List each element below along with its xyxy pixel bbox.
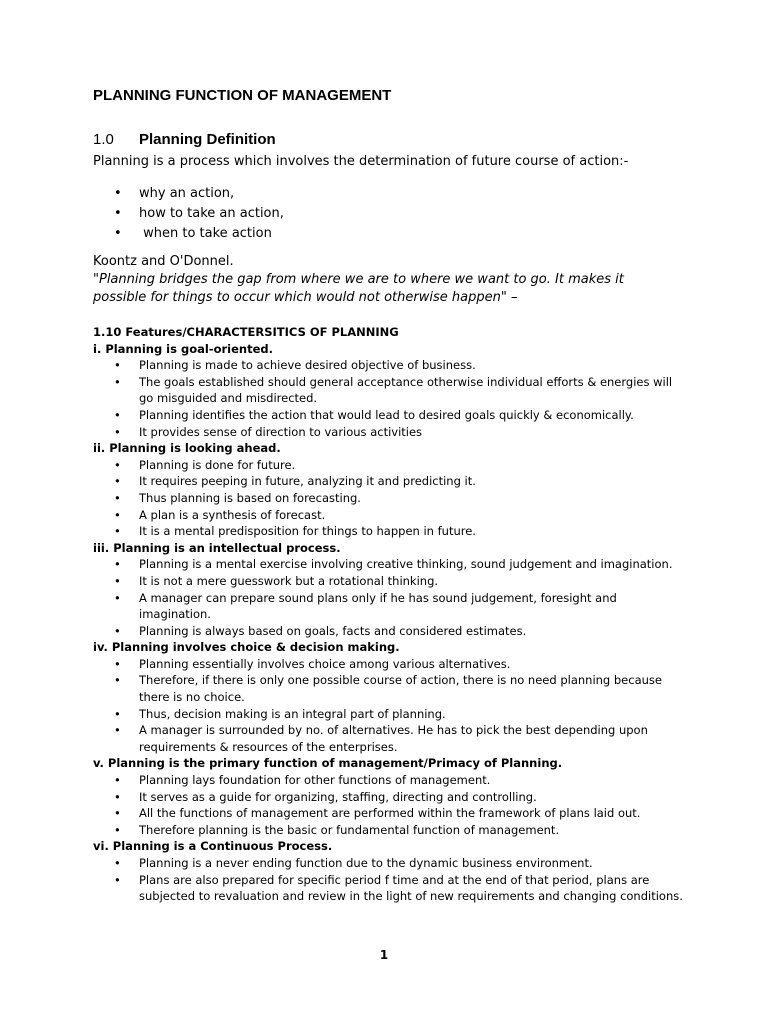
feature-point: • Plans are also prepared for specific period f time and at the end of that period, plans are subjected to revaluation and review in the light of new requirements and changing conditions. — [93, 872, 683, 905]
feature-heading: ii. Planning is looking ahead. — [93, 441, 281, 456]
features-heading: 1.10 Features/CHARACTERSITICS OF PLANNING — [93, 325, 399, 339]
feature-heading: i. Planning is goal-oriented. — [93, 341, 273, 356]
feature-heading: v. Planning is the primary function of management/Primacy of Planning. — [93, 756, 563, 771]
feature-point: • A plan is a synthesis of forecast. — [93, 507, 683, 524]
definition-bullet: • how to take an action, — [93, 204, 284, 224]
feature-point-list — [93, 556, 683, 639]
feature-point: • Planning is a never ending function due to the dynamic business environment. — [93, 855, 683, 872]
feature-point: • A manager can prepare sound plans only if he has sound judgement, foresight and imagination. — [93, 590, 683, 623]
feature-point-list — [93, 457, 683, 540]
feature-point: • Planning is made to achieve desired objective of business. — [93, 357, 683, 374]
quote-text: "Planning bridges the gap from where we are to where we want to go. It makes it possible for things to occur which would not otherwise happen" – — [93, 272, 624, 305]
feature-point: • Planning is always based on goals, facts and considered estimates. — [93, 623, 683, 640]
quote-author: Koontz and O'Donnel. — [93, 254, 234, 269]
feature-point: • Thus, decision making is an integral part of planning. — [93, 706, 683, 723]
definition-bullet: • why an action, — [93, 184, 284, 204]
feature-point: • The goals established should general acceptance otherwise individual efforts & energies will go misguided and misdirected. — [93, 374, 683, 407]
section-number: 1.0 — [93, 131, 114, 148]
feature-point: • All the functions of management are performed within the framework of plans laid out. — [93, 805, 683, 822]
feature-point-list — [93, 357, 683, 440]
feature-point: • It is not a mere guesswork but a rotational thinking. — [93, 573, 683, 590]
page-number: 1 — [379, 948, 389, 962]
definition-intro: Planning is a process which involves the determination of future course of action:- — [93, 154, 629, 169]
feature-point: • It provides sense of direction to various activities — [93, 424, 683, 441]
feature-point: • It serves as a guide for organizing, staffing, directing and controlling. — [93, 789, 683, 806]
definition-bullet-list — [93, 184, 284, 244]
feature-point: • Planning is a mental exercise involving creative thinking, sound judgement and imagination. — [93, 556, 683, 573]
document-title: PLANNING FUNCTION OF MANAGEMENT — [93, 87, 392, 104]
feature-heading: vi. Planning is a Continuous Process. — [93, 839, 333, 854]
feature-heading: iv. Planning involves choice & decision making. — [93, 640, 400, 655]
features-section — [93, 324, 683, 905]
section-heading — [93, 123, 276, 151]
feature-point-list — [93, 656, 683, 756]
feature-point: • Planning essentially involves choice among various alternatives. — [93, 656, 683, 673]
feature-point: • It requires peeping in future, analyzing it and predicting it. — [93, 473, 683, 490]
definition-bullet: • when to take action — [93, 224, 284, 244]
feature-heading: iii. Planning is an intellectual process. — [93, 540, 341, 555]
feature-point: • Thus planning is based on forecasting. — [93, 490, 683, 507]
feature-point: • Planning lays foundation for other functions of management. — [93, 772, 683, 789]
feature-point: • It is a mental predisposition for things to happen in future. — [93, 523, 683, 540]
feature-point: • Planning is done for future. — [93, 457, 683, 474]
feature-point: • Therefore planning is the basic or fundamental function of management. — [93, 822, 683, 839]
feature-point-list — [93, 855, 683, 905]
feature-point: • A manager is surrounded by no. of alternatives. He has to pick the best depending upon requirements & resources of the enterprises. — [93, 722, 683, 755]
feature-point-list — [93, 772, 683, 838]
feature-point: • Planning identifies the action that would lead to desired goals quickly & economically. — [93, 407, 683, 424]
section-heading-text: Planning Definition — [139, 131, 276, 148]
feature-point: • Therefore, if there is only one possible course of action, there is no need planning because there is no choice. — [93, 672, 683, 705]
